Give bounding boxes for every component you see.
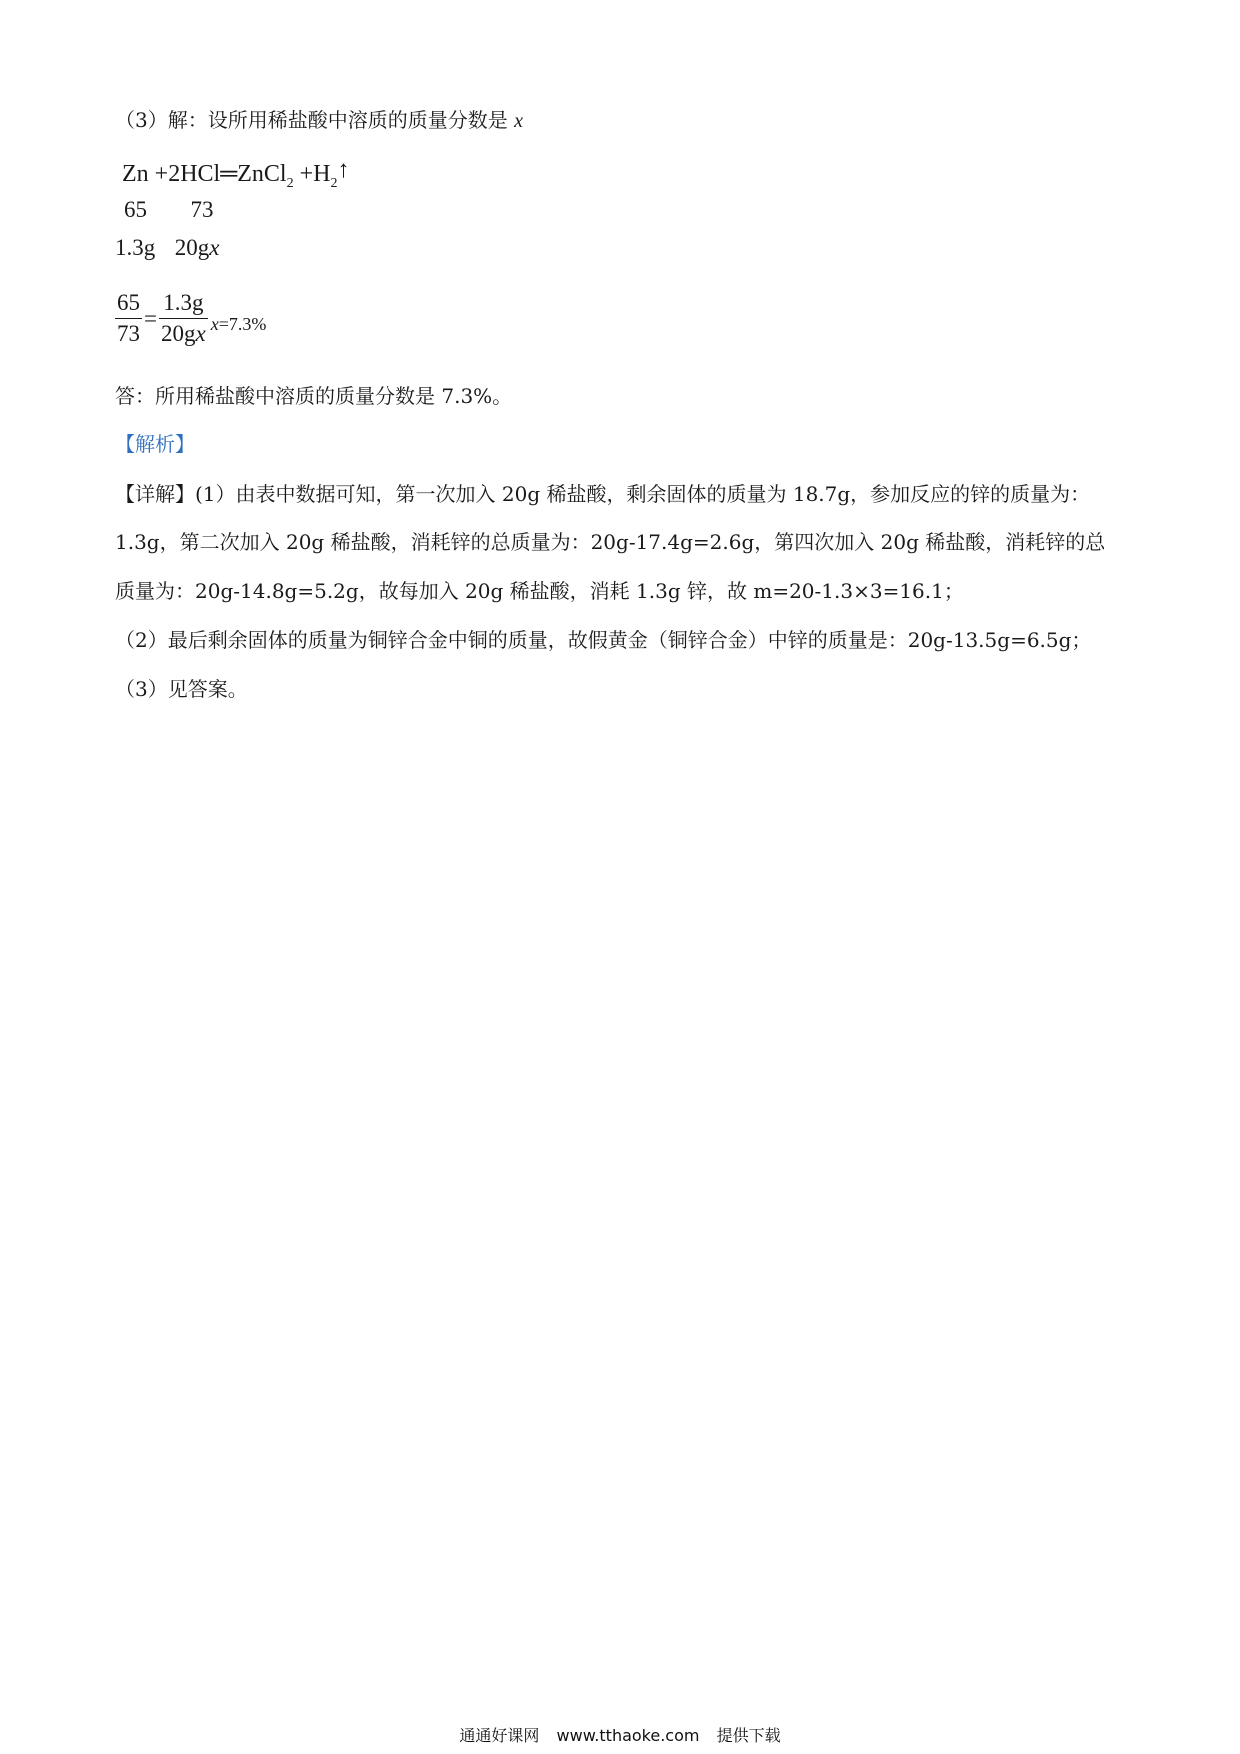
detail-line-2: 1.3g，第二次加入 20g 稀盐酸，消耗锌的总质量为：20g-17.4g=2.6g，第四次加入 20g 稀盐酸，消耗锌的总 [115,530,1106,554]
q3-setup [115,106,523,135]
part-2-line: （2）最后剩余固体的质量为铜锌合金中铜的质量，故假黄金（铜锌合金）中锌的质量是：20g-13.5g=6.5g； [115,628,1092,652]
page-footer [0,1723,1240,1746]
equation-zncl: ZnCl [237,161,287,187]
variable-x: x [514,110,523,132]
equation-sub-2: 2 [330,176,338,191]
fraction-right [159,290,208,347]
part-3-line: （3）见答案。 [115,677,248,701]
detail-text-1: (1）由表中数据可知，第一次加入 20g 稀盐酸，剩余固体的质量为 18.7g，参加反应的锌的质量为： [195,482,1091,506]
mass-hcl-x: x [209,235,220,260]
reaction-equation [122,157,350,192]
equation-plus-h: +H [293,161,331,187]
proportion-result [211,314,267,335]
analysis-heading: 【解析】 [115,432,195,456]
fraction-left [115,290,142,347]
footer-action: 提供下载 [716,1726,781,1745]
fraction-right-den-x: x [195,321,206,346]
molar-mass-hcl: 73 [190,197,214,222]
detail-line-1 [115,480,1090,508]
mass-hcl: 20g [174,235,210,260]
fraction-right-denominator [159,319,208,347]
result-value: =7.3% [218,314,267,334]
molar-mass-zn: 65 [124,197,147,222]
gas-arrow-icon: ↑ [337,157,350,183]
equation-sub-1: 2 [286,176,294,191]
fraction-left-numerator: 65 [115,290,142,319]
equation-reactants: Zn +2HCl [122,161,221,187]
fraction-right-numerator: 1.3g [159,290,208,319]
fraction-left-denominator: 73 [117,321,140,346]
footer-site: 通通好课网 [459,1726,540,1745]
footer-url[interactable]: www.tthaoke.com [556,1726,700,1745]
detail-label: 【详解】 [115,482,195,506]
proportion-equation [115,290,266,347]
fraction-right-den-mass: 20g [160,321,196,346]
q3-setup-text: （3）解：设所用稀盐酸中溶质的质量分数是 [115,108,508,132]
mass-zn: 1.3g [115,235,156,260]
detail-line-3: 质量为：20g-14.8g=5.2g，故每加入 20g 稀盐酸，消耗 1.3g 锌，故 m=20-1.3×3=16.1； [115,579,964,603]
answer-line: 答：所用稀盐酸中溶质的质量分数是 7.3%。 [115,384,513,408]
proportion-equals: = [144,305,157,331]
result-x: x [210,314,219,334]
equation-equals: ═ [220,161,238,187]
molar-mass-row [124,196,214,224]
mass-row [115,234,219,262]
